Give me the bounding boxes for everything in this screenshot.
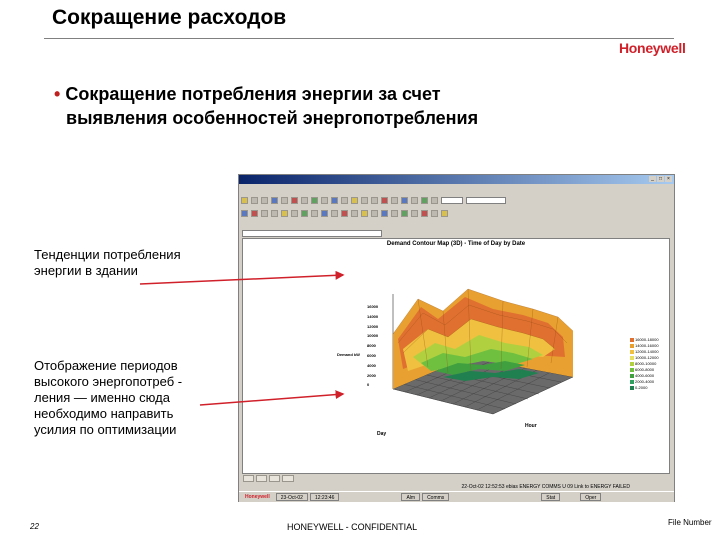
legend-label: 4000-6000 [635, 373, 655, 378]
minimize-icon[interactable]: _ [649, 176, 656, 182]
z-axis-label: Demand kW [337, 352, 360, 357]
legend-label: 12000-14000 [635, 349, 659, 354]
arrow-peaks [200, 394, 343, 405]
z-tick-label: 4000 [367, 362, 376, 368]
legend-label: 6000-8000 [635, 367, 655, 372]
z-tick-label: 0 [367, 382, 370, 388]
comms-button[interactable]: Comms [422, 493, 449, 501]
bullet-line-2: выявления особенностей энергопотребления [66, 108, 479, 128]
legend-label: 0-2000 [635, 385, 648, 390]
bullet-dot-icon: • [54, 84, 61, 104]
status-message: 22-Oct-02 12:52:53 ebias ENERGY COMMS U 09 Link to ENERGY FAILED [242, 484, 670, 491]
z-tick-label: 6000 [367, 352, 376, 358]
mode-button[interactable]: Oper [580, 493, 601, 501]
alarm-button[interactable]: Alm [401, 493, 420, 501]
honeywell-logo: Honeywell [619, 40, 686, 56]
chart-title: Demand Contour Map (3D) - Time of Day by Date [386, 241, 526, 247]
z-tick-label: 2000 [367, 372, 376, 378]
confidential-label: HONEYWELL - CONFIDENTIAL [287, 522, 418, 532]
z-tick-label: 10000 [367, 333, 379, 339]
status-button[interactable]: Stat [541, 493, 560, 501]
arrow-trends [140, 275, 343, 284]
file-number: File Number [668, 518, 712, 527]
legend-label: 10000-12000 [635, 355, 659, 360]
z-tick-label: 8000 [367, 343, 376, 349]
z-tick-label: 16000 [367, 304, 379, 309]
legend-label: 14000-16000 [635, 343, 659, 348]
annotation-peaks: Отображение периодов высокого энергопотреб - ления — именно сюда необходимо направить усилия по оптимизации [34, 358, 183, 437]
close-icon[interactable]: × [665, 176, 672, 182]
maximize-icon[interactable]: □ [658, 176, 663, 182]
page-number: 22 [30, 522, 39, 531]
legend-label: 8000-10000 [635, 361, 657, 366]
slide-title: Сокращение расходов [52, 6, 287, 29]
taskbar-date: 23-Oct-02 [276, 493, 308, 501]
taskbar-logo: Honeywell [241, 493, 274, 501]
z-tick-label: 12000 [367, 323, 379, 329]
legend-label: 16000-18000 [635, 337, 659, 342]
y-axis-label: Hour [525, 423, 537, 429]
x-axis-label: Day [377, 431, 387, 437]
legend-label: 2000-4000 [635, 379, 655, 384]
taskbar-time: 12:23:46 [310, 493, 339, 501]
z-tick-label: 14000 [367, 313, 379, 319]
bullet-line-1: Сокращение потребления энергии за счет [65, 84, 441, 104]
annotation-trends: Тенденции потребления энергии в здании [34, 247, 181, 278]
